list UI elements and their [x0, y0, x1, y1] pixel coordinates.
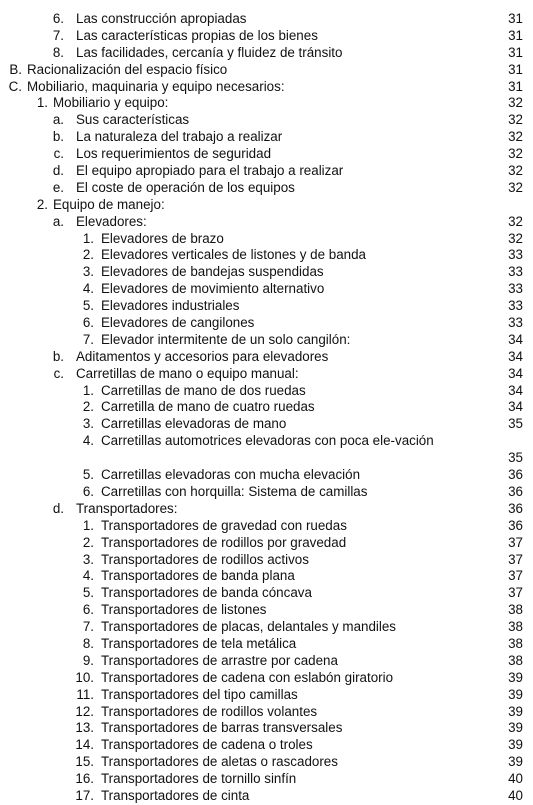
- toc-entry-title: Elevadores verticales de listones y de banda: [101, 247, 366, 263]
- toc-entry-marker: 14.: [75, 737, 94, 753]
- toc-entry-marker: 10.: [75, 669, 94, 685]
- toc-entry-page: 32: [508, 146, 523, 162]
- toc-entry-page: 31: [508, 27, 523, 43]
- toc-entry-page: 38: [508, 652, 523, 668]
- toc-entry: [0, 433, 533, 467]
- toc-entry-marker: a.: [52, 112, 64, 128]
- toc-entry: [0, 771, 533, 788]
- toc-entry: [0, 45, 533, 62]
- toc-entry: [0, 180, 533, 197]
- toc-entry-page: 31: [508, 11, 523, 26]
- toc-entry: [0, 197, 533, 214]
- toc-entry-title: Transportadores de rodillos por gravedad: [101, 534, 347, 550]
- toc-entry: [0, 163, 533, 180]
- toc-entry-title: Transportadores de banda cóncava: [101, 585, 312, 601]
- toc-entry-title: Elevadores de brazo: [101, 230, 224, 246]
- toc-entry-page: 34: [508, 382, 523, 398]
- toc-entry-page: 31: [508, 78, 523, 94]
- toc-entry-title: Transportadores de tela metálica: [101, 635, 297, 651]
- toc-entry: [0, 383, 533, 400]
- toc-entry-title: Transportadores de gravedad con ruedas: [101, 517, 347, 533]
- toc-entry: [0, 79, 533, 96]
- toc-entry-title: Las características propias de los bienes: [76, 27, 318, 43]
- toc-entry-page: 32: [508, 129, 523, 145]
- toc-entry-marker: 2.: [36, 196, 48, 212]
- toc-entry: [0, 416, 533, 433]
- toc-entry: [0, 399, 533, 416]
- toc-entry: [0, 62, 533, 79]
- toc-entry-marker: a.: [52, 213, 64, 229]
- toc-entry: [0, 95, 533, 112]
- toc-entry-marker: 7.: [82, 619, 94, 635]
- toc-entry: [0, 602, 533, 619]
- toc-entry-page: 33: [508, 264, 523, 280]
- toc-entry-marker: 4.: [82, 568, 94, 584]
- toc-entry-title: Racionalización del espacio físico: [27, 61, 228, 77]
- toc-entry-title: Carretillas de mano de dos ruedas: [101, 382, 306, 398]
- toc-entry-title: Transportadores del tipo camillas: [101, 686, 298, 702]
- toc-entry: [0, 737, 533, 754]
- toc-entry-title: Elevadores industriales: [101, 298, 240, 314]
- toc-entry-marker: 6.: [52, 11, 64, 26]
- toc-entry: [0, 619, 533, 636]
- toc-entry-title: Transportadores de banda plana: [101, 568, 295, 584]
- toc-entry-marker: d.: [52, 500, 64, 516]
- toc-entry-title: Transportadores de cinta: [101, 787, 250, 803]
- toc-entry-title: Transportadores de cadena con eslabón giratorio: [101, 669, 394, 685]
- toc-entry-title: Carretillas elevadoras de mano: [101, 416, 287, 432]
- toc-entry-marker: 12.: [75, 703, 94, 719]
- toc-entry-marker: 3.: [82, 264, 94, 280]
- toc-entry-title: Elevadores:: [76, 213, 147, 229]
- toc-entry-page: 34: [508, 399, 523, 415]
- toc-entry-page: 34: [508, 365, 523, 381]
- toc-entry: [0, 720, 533, 737]
- toc-entry-title: Mobiliario, maquinaria y equipo necesarios:: [27, 78, 285, 94]
- toc-entry-page: 32: [508, 112, 523, 128]
- toc-entry: [0, 653, 533, 670]
- toc-entry-title: La naturaleza del trabajo a realizar: [76, 129, 283, 145]
- toc-entry-page: 38: [508, 602, 523, 618]
- toc-entry-marker: 2.: [82, 399, 94, 415]
- toc-entry-marker: 11.: [76, 686, 94, 702]
- toc-entry-marker: 8.: [82, 635, 94, 651]
- toc-entry: [0, 112, 533, 129]
- toc-entry: [0, 535, 533, 552]
- toc-entry-title: Transportadores de aletas o rascadores: [101, 754, 338, 770]
- toc-entry-marker: 6.: [82, 602, 94, 618]
- toc-entry-title: Elevadores de cangilones: [101, 315, 255, 331]
- toc-entry-marker: 4.: [82, 433, 94, 449]
- toc-entry-title: Carretillas de mano o equipo manual:: [76, 365, 299, 381]
- toc-entry-title: Carretillas con horquilla: Sistema de camillas: [101, 483, 368, 499]
- toc-entry-title: Transportadores:: [76, 500, 178, 516]
- toc-entry: [0, 264, 533, 281]
- toc-entry-page: 36: [508, 500, 523, 516]
- toc-entry: [0, 332, 533, 349]
- toc-entry-page: 35: [508, 450, 523, 466]
- toc-entry-page: 39: [508, 754, 523, 770]
- toc-entry: [0, 636, 533, 653]
- toc-entry-title: Elevador intermitente de un solo cangilón:: [101, 331, 351, 347]
- toc-entry: [0, 315, 533, 332]
- toc-entry-title: Aditamentos y accesorios para elevadores: [76, 348, 329, 364]
- toc-entry: [0, 298, 533, 315]
- toc-entry-marker: 4.: [82, 281, 94, 297]
- toc-entry-page: 32: [508, 213, 523, 229]
- toc-entry-page: 37: [508, 568, 523, 584]
- toc-entry-title: El equipo apropiado para el trabajo a realizar: [76, 163, 344, 179]
- toc-entry-marker: 5.: [82, 585, 94, 601]
- toc-entry-title: Equipo de manejo:: [53, 196, 165, 212]
- toc-entry: [0, 484, 533, 501]
- toc-entry-page: 37: [508, 551, 523, 567]
- toc-entry-page: 37: [508, 534, 523, 550]
- toc-entry: [0, 11, 533, 28]
- toc-entry-marker: 1.: [82, 230, 94, 246]
- toc-entry-page: 38: [508, 619, 523, 635]
- toc-entry-page: 39: [508, 669, 523, 685]
- toc-entry: [0, 552, 533, 569]
- toc-entry-page: 39: [508, 737, 523, 753]
- toc-entry-title: Carretillas elevadoras con mucha elevación: [101, 467, 361, 483]
- toc-entry: [0, 670, 533, 687]
- toc-entry-marker: 8.: [52, 44, 64, 60]
- toc-entry-title: Transportadores de tornillo sinfín: [101, 771, 297, 787]
- toc-entry-page: 33: [508, 298, 523, 314]
- table-of-contents: [0, 11, 533, 805]
- toc-entry-title: Elevadores de bandejas suspendidas: [101, 264, 324, 280]
- toc-entry: [0, 704, 533, 721]
- toc-entry-title: Transportadores de listones: [101, 602, 267, 618]
- toc-entry: [0, 788, 533, 805]
- toc-entry-marker: 6.: [82, 315, 94, 331]
- toc-entry-title: Transportadores de barras transversales: [101, 720, 343, 736]
- toc-entry-marker: c.: [53, 365, 64, 381]
- toc-entry-page: 32: [508, 230, 523, 246]
- toc-entry-marker: d.: [52, 163, 64, 179]
- toc-entry: [0, 28, 533, 45]
- toc-entry-page: 37: [508, 585, 523, 601]
- toc-entry: [0, 366, 533, 383]
- toc-entry-page: 32: [508, 163, 523, 179]
- toc-entry-page: 33: [508, 247, 523, 263]
- toc-entry-marker: 1.: [82, 382, 94, 398]
- toc-entry: [0, 467, 533, 484]
- toc-entry: [0, 585, 533, 602]
- toc-entry-marker: C.: [8, 78, 22, 94]
- toc-entry-marker: 1.: [36, 95, 48, 111]
- toc-entry-marker: e.: [52, 179, 64, 195]
- toc-entry-marker: 3.: [82, 551, 94, 567]
- toc-entry-title: Carretillas automotrices elevadoras con poca ele-vación: [101, 433, 434, 449]
- toc-entry-page: 39: [508, 720, 523, 736]
- toc-entry-page: 39: [508, 686, 523, 702]
- toc-entry-marker: 2.: [82, 247, 94, 263]
- toc-entry-marker: B.: [9, 61, 22, 77]
- toc-entry-marker: c.: [53, 146, 64, 162]
- toc-entry-title: Transportadores de placas, delantales y mandiles: [101, 619, 397, 635]
- toc-entry: [0, 281, 533, 298]
- toc-entry-page: 33: [508, 281, 523, 297]
- toc-entry-page: 32: [508, 95, 523, 111]
- toc-entry-page: 33: [508, 315, 523, 331]
- toc-entry-title: Elevadores de movimiento alternativo: [101, 281, 325, 297]
- toc-entry: [0, 501, 533, 518]
- toc-entry: [0, 687, 533, 704]
- toc-entry: [0, 129, 533, 146]
- toc-entry-title: Transportadores de rodillos volantes: [101, 703, 318, 719]
- toc-entry-page: 40: [508, 771, 523, 787]
- toc-entry-marker: 6.: [82, 483, 94, 499]
- toc-entry-marker: 16.: [75, 771, 94, 787]
- toc-entry-page: 38: [508, 635, 523, 651]
- toc-entry-marker: 9.: [82, 652, 94, 668]
- toc-entry-page: 32: [508, 179, 523, 195]
- toc-entry-page: 34: [508, 348, 523, 364]
- toc-entry-page: 31: [508, 44, 523, 60]
- toc-entry-marker: 17.: [75, 787, 94, 803]
- toc-entry-marker: 3.: [82, 416, 94, 432]
- toc-entry-page: 34: [508, 331, 523, 347]
- toc-entry-marker: 7.: [82, 331, 94, 347]
- toc-entry-page: 36: [508, 517, 523, 533]
- toc-entry-marker: 13.: [75, 720, 94, 736]
- toc-entry-page: 39: [508, 703, 523, 719]
- toc-entry-title: Las facilidades, cercanía y fluidez de tránsito: [76, 44, 343, 60]
- toc-entry-marker: 15.: [75, 754, 94, 770]
- toc-entry: [0, 568, 533, 585]
- toc-entry-marker: b.: [52, 129, 64, 145]
- toc-entry-page: 35: [508, 416, 523, 432]
- toc-entry-title: Transportadores de arrastre por cadena: [101, 652, 338, 668]
- toc-entry: [0, 247, 533, 264]
- toc-entry: [0, 754, 533, 771]
- toc-entry: [0, 214, 533, 231]
- toc-entry: [0, 518, 533, 535]
- toc-entry-title: Transportadores de cadena o troles: [101, 737, 313, 753]
- toc-entry-title: Mobiliario y equipo:: [53, 95, 169, 111]
- toc-entry-title: Sus características: [76, 112, 190, 128]
- toc-entry-title: Los requerimientos de seguridad: [76, 146, 272, 162]
- toc-entry-page: 36: [508, 483, 523, 499]
- toc-entry-title: Carretilla de mano de cuatro ruedas: [101, 399, 315, 415]
- toc-entry-marker: b.: [52, 348, 64, 364]
- toc-entry-title: Las construcción apropiadas: [76, 11, 247, 26]
- toc-entry-page: 40: [508, 787, 523, 803]
- toc-entry-marker: 7.: [52, 27, 64, 43]
- toc-entry: [0, 146, 533, 163]
- toc-entry-marker: 5.: [82, 467, 94, 483]
- toc-entry-marker: 2.: [82, 534, 94, 550]
- toc-entry: [0, 349, 533, 366]
- toc-entry: [0, 231, 533, 248]
- toc-entry-page: 36: [508, 467, 523, 483]
- toc-entry-page: 31: [508, 61, 523, 77]
- toc-entry-title: El coste de operación de los equipos: [76, 179, 295, 195]
- toc-entry-title: Transportadores de rodillos activos: [101, 551, 309, 567]
- toc-entry-marker: 1.: [82, 517, 94, 533]
- toc-entry-marker: 5.: [82, 298, 94, 314]
